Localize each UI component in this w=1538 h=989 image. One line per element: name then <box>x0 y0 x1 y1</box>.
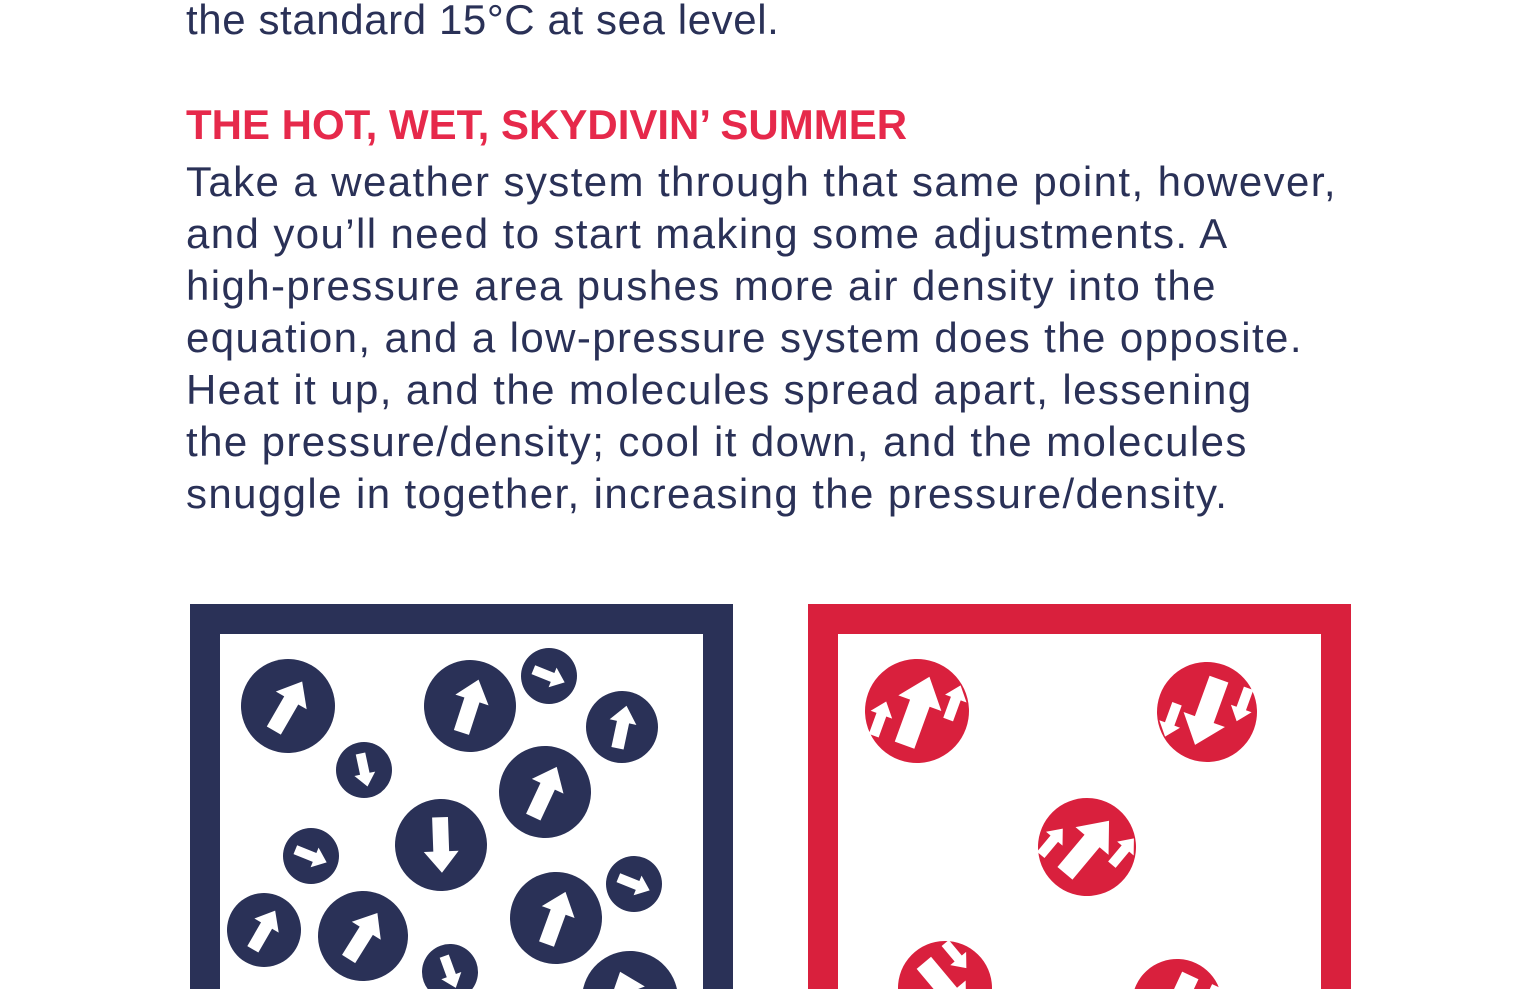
cool-molecules-diagram <box>190 604 733 989</box>
molecule-icon <box>393 797 488 892</box>
molecule-circle <box>1117 944 1237 989</box>
molecule-icon <box>414 936 486 989</box>
molecule-icon <box>513 640 586 713</box>
molecule-icon <box>484 731 606 853</box>
molecule-icon <box>213 879 314 980</box>
molecule-icon <box>497 859 615 977</box>
molecule-icon <box>579 684 664 769</box>
molecule-icon <box>301 874 425 989</box>
molecule-icon <box>275 820 348 893</box>
body-line: and you’ll need to start making some adjustments. A <box>186 210 1229 257</box>
molecule-icon <box>412 648 528 764</box>
molecule-icon <box>879 922 1011 989</box>
body-line: high-pressure area pushes more air density into the <box>186 262 1217 309</box>
molecule-icon <box>331 737 397 803</box>
section-heading: THE HOT, WET, SKYDIVIN’ SUMMER <box>186 101 908 148</box>
molecule-icon <box>1143 648 1271 776</box>
molecule-icon <box>224 642 352 770</box>
molecule-icon <box>598 848 671 921</box>
molecule-icon <box>1117 944 1237 989</box>
body-paragraph <box>186 156 1337 520</box>
body-line: equation, and a low-pressure system does the opposite. <box>186 314 1303 361</box>
body-line: Take a weather system through that same point, however, <box>186 158 1337 205</box>
body-line: snuggle in together, increasing the pressure/density. <box>186 470 1229 517</box>
body-line: Heat it up, and the molecules spread apart, lessening <box>186 366 1253 413</box>
hot-molecules-diagram <box>808 604 1351 989</box>
intro-text: the standard 15°C at sea level. <box>186 0 780 43</box>
body-line: the pressure/density; cool it down, and the molecules <box>186 418 1248 465</box>
molecule-icon <box>850 644 983 777</box>
molecule-icon <box>1018 778 1156 916</box>
